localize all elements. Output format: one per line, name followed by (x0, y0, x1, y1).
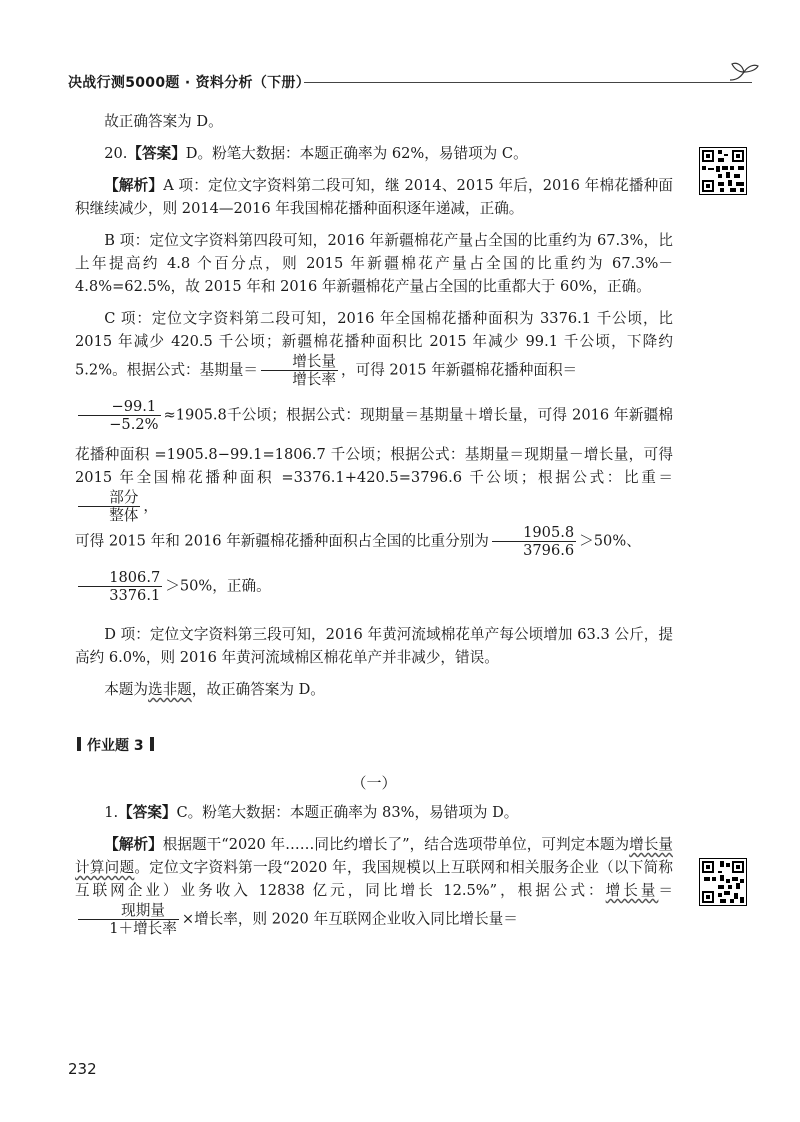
option-c-text: ，可得 2015 年新疆棉花播种面积＝ (341, 361, 578, 379)
fraction (78, 902, 179, 937)
fraction (78, 489, 140, 524)
fraction-numerator: 部分 (78, 489, 140, 507)
q1-analysis (75, 833, 673, 937)
header-rule (304, 82, 752, 83)
fraction-denominator: 1＋增长率 (109, 920, 177, 937)
q20-option-b: B 项：定位文字资料第四段可知，2016 年新疆棉花产量占全国的比重约为 67.3%，比上年提高约 4.8 个百分点，则 2015 年新疆棉花产量占全国的比重约为 67.3%－4.8%=62.5%，故 2015 年和 2016 年新疆棉花产量占全国的比重都大于 60%，正确。 (75, 232, 673, 295)
qr-code-icon (700, 148, 746, 194)
option-c-text: 可得 2015 年和 2016 年新疆棉花播种面积占全国的比重分别为 (75, 532, 489, 550)
q20-answer (75, 142, 673, 165)
fraction-numerator: 现期量 (78, 902, 179, 920)
option-c-text: ＞50%、 (579, 532, 641, 550)
q20-option-a (75, 174, 673, 220)
fraction (78, 398, 161, 433)
q20-conclusion (75, 678, 673, 701)
q20-option-c (75, 307, 673, 614)
qr-code-icon (700, 859, 746, 905)
fraction-numerator: 1806.7 (78, 569, 162, 587)
emphasis-text: 增长量计算问题 (75, 836, 673, 876)
fraction (492, 524, 576, 559)
answer-label: 【答案】 (118, 804, 177, 821)
subsection-heading: （一） (351, 774, 397, 792)
page-number: 232 (68, 1060, 97, 1078)
answer-text: D。粉笔大数据：本题正确率为 62%，易错项为 C。 (185, 145, 528, 162)
option-a-text: A 项：定位文字资料第二段可知，继 2014、2015 年后，2016 年棉花播种面积继续减少，则 2014—2016 年我国棉花播种面积逐年递减，正确。 (75, 177, 673, 217)
section-title: 作业题 3 (87, 738, 144, 754)
option-c-text: ＞50%，正确。 (165, 577, 271, 595)
fraction-numerator: −99.1 (78, 398, 161, 416)
analysis-text: ×增长率，则 2020 年互联网企业收入同比增长量＝ (181, 910, 518, 928)
analysis-text: 。定位文字资料第一段“2020 年，我国规模以上互联网和相关服务企业（以下简称互联网企业）业务收入 12838 亿元，同比增长 12.5%”，根据公式： (75, 859, 673, 899)
fraction (261, 353, 338, 388)
page-body (75, 110, 673, 937)
bracket-mark (77, 737, 81, 751)
analysis-label: 【解析】 (104, 836, 163, 853)
analysis-label: 【解析】 (104, 177, 164, 194)
question-number: 20. (104, 145, 128, 162)
fraction-numerator: 增长量 (261, 353, 338, 371)
answer-label: 【答案】 (127, 145, 186, 162)
conclusion-text: ，故正确答案为 D。 (191, 681, 325, 698)
question-number: 1. (104, 804, 119, 821)
bracket-mark (150, 737, 154, 751)
sprout-icon (726, 56, 762, 86)
fraction (78, 569, 162, 604)
running-header (68, 58, 758, 98)
fraction-denominator: 整体 (109, 507, 139, 524)
fraction-denominator: 3376.1 (109, 587, 161, 604)
qr-code-q1[interactable] (699, 858, 747, 906)
analysis-text: ＝ (658, 882, 673, 899)
option-c-text: ， (143, 497, 158, 515)
emphasis-text: 增长量 (605, 882, 659, 899)
conclusion-text: 本题为 (104, 681, 148, 698)
fraction-denominator: 增长率 (292, 371, 336, 388)
fraction-numerator: 1905.8 (492, 524, 576, 542)
answer-text: C。粉笔大数据：本题正确率为 83%，易错项为 D。 (176, 804, 519, 821)
option-c-text: C 项：定位文字资料第二段可知，2016 年全国棉花播种面积为 3376.1 千公顷，比 2015 年减少 420.5 千公顷；新疆棉花播种面积比 2015 年减少 99.1 千公顷，下降约 5.2%。根据公式：基期量＝ (75, 310, 673, 379)
fraction-denominator: 3796.6 (523, 542, 575, 559)
q20-option-d: D 项：定位文字资料第三段可知，2016 年黄河流域棉花单产每公顷增加 63.3 公斤，提高约 6.0%，则 2016 年黄河流域棉区棉花单产并非减少，错误。 (75, 626, 673, 666)
fraction-denominator: −5.2% (109, 416, 159, 433)
header-title: 决战行测5000题 · 资料分析（下册） (68, 75, 311, 91)
analysis-text: 根据题干“2020 年……同比约增长了”，结合选项带单位，可判定本题为 (162, 836, 630, 853)
emphasis-text: 选非题 (147, 681, 192, 698)
qr-code-q20[interactable] (699, 147, 747, 195)
q1-answer (75, 801, 673, 824)
option-c-text: ≈1905.8千公顷；根据公式：现期量＝基期量＋增长量，可得 2016 年新疆棉花播种面积 =1905.8−99.1=1806.7 千公顷；根据公式：基期量＝现期量－增长量，可得 2015 年全国棉花播种面积 =3376.1+420.5=3796.6 千公顷；根据公式：比重＝ (75, 406, 673, 486)
paragraph: 故正确答案为 D。 (104, 113, 223, 130)
section-heading (71, 735, 673, 758)
